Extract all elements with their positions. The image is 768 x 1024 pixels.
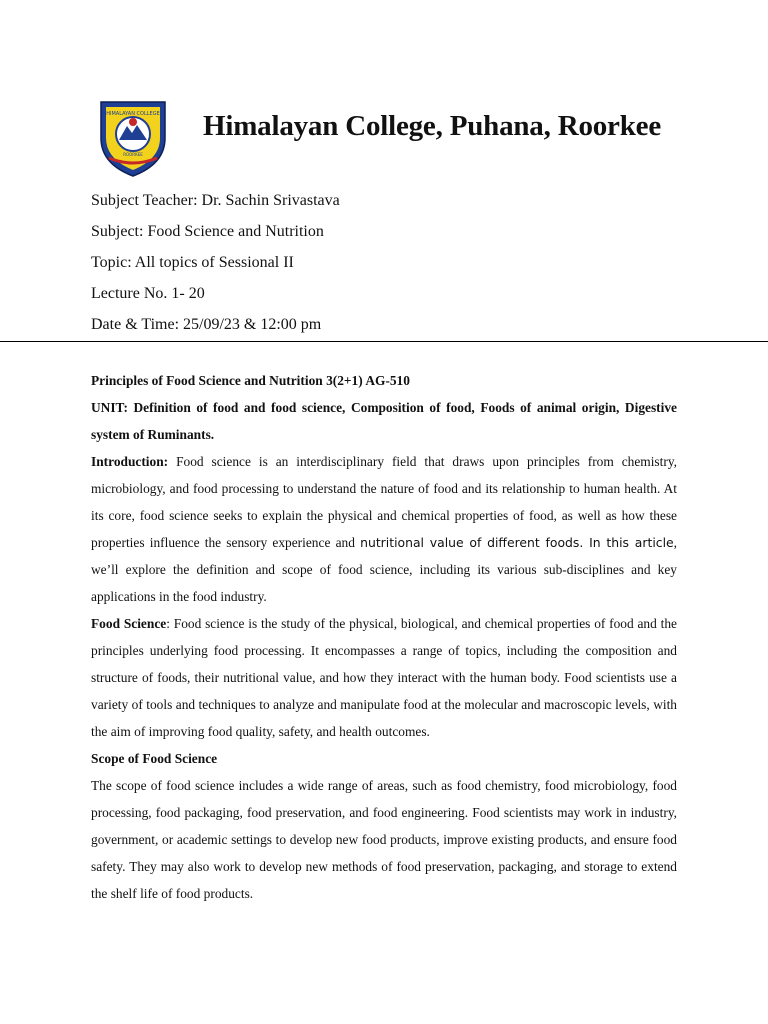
document-header	[95, 98, 695, 178]
college-logo	[95, 98, 171, 178]
logo-lettering: HIMALAYAN COLLEGE	[106, 111, 160, 117]
subject: Subject: Food Science and Nutrition	[91, 223, 324, 240]
subject-teacher: Subject Teacher: Dr. Sachin Srivastava	[91, 192, 340, 209]
scope-heading: Scope of Food Science	[91, 751, 218, 766]
introduction-text-alt-font: nutritional value of different foods. In this article	[360, 535, 674, 550]
lecture-meta	[91, 187, 340, 342]
scope-paragraph: The scope of food science includes a wide range of areas, such as food chemistry, food microbiology, food processing, food packaging, food preservation, and food engineering. Food scientists may work in industry, government, or academic settings to develop new food products, improve existing products, and ensure food safety. They may also work to develop new methods of food preservation, packaging, and storage to extend the shelf life of food products.	[91, 778, 677, 901]
food-science-paragraph	[91, 610, 677, 745]
food-science-text: : Food science is the study of the physical, biological, and chemical properties of food and the principles underlying food processing. It encompasses a range of topics, including the composition and structure of foods, their nutritional value, and how they interact with the human body. Food scientists use a variety of tools and techniques to analyze and manipulate food at the molecular and macroscopic levels, with the aim of improving food quality, safety, and health outcomes.	[91, 616, 677, 739]
introduction-paragraph	[91, 448, 677, 610]
introduction-label: Introduction:	[91, 454, 169, 469]
document-body	[91, 367, 677, 907]
divider	[0, 341, 768, 342]
date-time: Date & Time: 25/09/23 & 12:00 pm	[91, 316, 322, 333]
introduction-text-end: , we’ll explore the definition and scope of food science, including its various sub-disciplines and key applications in the food industry.	[91, 535, 678, 604]
course-title: Principles of Food Science and Nutrition 3(2+1) AG-510	[91, 373, 410, 388]
logo-sublettering: ROORKEE	[123, 152, 143, 157]
topic: Topic: All topics of Sessional II	[91, 254, 294, 271]
food-science-label: Food Science	[91, 616, 167, 631]
introduction-text: Food science is an interdisciplinary field that draws upon principles from chemistry, microbiology, and food processing to understand the nature of food and its relationship to human health. At its core, food science seeks to explain the physical and chemical properties of food, as well as how these properties influence the sensory experience and	[91, 454, 677, 550]
college-name: Himalayan College, Puhana, Roorkee	[203, 110, 661, 142]
unit-heading: UNIT: Definition of food and food science, Composition of food, Foods of animal origin, Digestive system of Ruminants.	[91, 400, 677, 442]
lecture-number: Lecture No. 1- 20	[91, 285, 205, 302]
